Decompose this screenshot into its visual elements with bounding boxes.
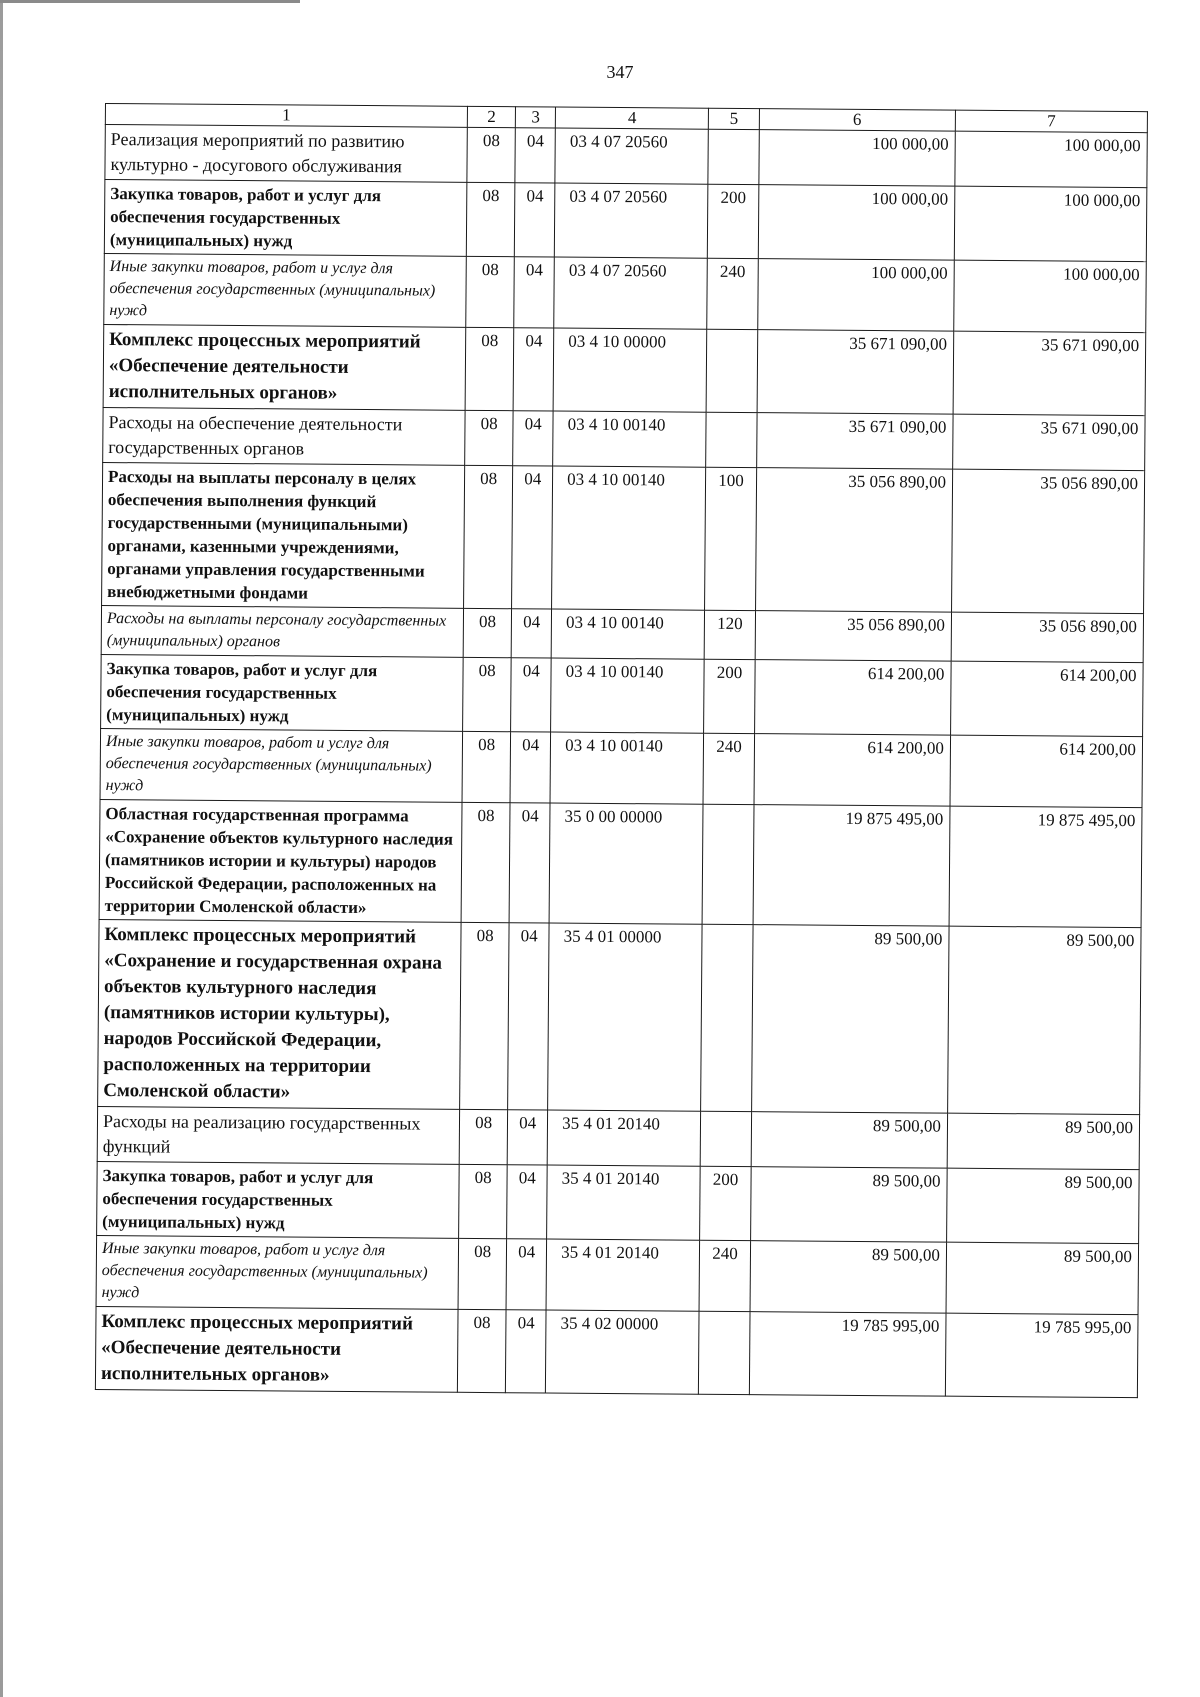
table-row: [104, 180, 1147, 262]
row-name-cell: Комплекс процессных мероприятий «Обеспечение деятельности исполнительных органов»: [95, 1306, 458, 1392]
table-row: [103, 407, 1145, 470]
page-number: 347: [606, 62, 634, 82]
budget-table: [95, 103, 1148, 1398]
header-col-7: 7: [955, 110, 1147, 133]
expense-type-cell: 200: [704, 659, 755, 733]
section-code-cell: 08: [461, 802, 510, 922]
target-article-cell: 03 4 10 00000: [553, 328, 707, 412]
subsection-code-cell: 04: [509, 803, 550, 923]
section-code-cell: 08: [463, 657, 512, 731]
target-article-cell: 35 4 02 00000: [546, 1310, 700, 1394]
amount-col-7-cell: 614 200,00: [950, 661, 1143, 737]
amount-col-6-cell: 89 500,00: [751, 925, 949, 1114]
row-name-cell: Иные закупки товаров, работ и услуг для обеспечения государственных (муниципальных) нужд: [96, 1235, 459, 1309]
row-name-cell: Закупка товаров, работ и услуг для обеспечения государственных (муниципальных) нужд: [97, 1161, 460, 1238]
subsection-code-cell: 04: [506, 1310, 547, 1393]
expense-type-cell: 100: [705, 467, 756, 610]
table-row: [100, 728, 1143, 807]
amount-col-6-cell: 100 000,00: [757, 259, 954, 332]
row-name-cell: Реализация мероприятий по развитию культурно - досугового обслуживания: [105, 125, 467, 183]
expense-type-cell: 200: [708, 184, 759, 258]
subsection-code-cell: 04: [513, 328, 554, 411]
amount-col-7-cell: 89 500,00: [947, 1113, 1139, 1170]
section-code-cell: 08: [459, 1109, 508, 1164]
expense-type-cell: [706, 412, 757, 467]
amount-col-6-cell: 100 000,00: [758, 185, 955, 261]
target-article-cell: 03 4 07 20560: [554, 257, 708, 329]
amount-col-7-cell: 100 000,00: [954, 260, 1147, 333]
row-name-cell: Закупка товаров, работ и услуг для обеспечения государственных (муниципальных) нужд: [104, 180, 467, 257]
section-code-cell: 08: [465, 410, 514, 465]
amount-col-7-cell: 100 000,00: [954, 186, 1147, 262]
target-article-cell: 35 4 01 20140: [546, 1239, 700, 1311]
target-article-cell: 03 4 10 00140: [551, 609, 705, 659]
subsection-code-cell: 04: [510, 732, 550, 803]
table-row: [103, 324, 1146, 415]
target-article-cell: 03 4 10 00140: [550, 732, 704, 804]
subsection-code-cell: 04: [511, 658, 551, 732]
section-code-cell: 08: [466, 182, 515, 256]
subsection-code-cell: 04: [512, 466, 553, 609]
table-row: [104, 253, 1147, 332]
section-code-cell: 08: [464, 465, 513, 608]
section-code-cell: 08: [459, 1164, 508, 1238]
table-row: [105, 125, 1147, 188]
expense-type-cell: [701, 924, 753, 1111]
expense-type-cell: 240: [699, 1240, 750, 1311]
table-row: [97, 1106, 1139, 1169]
expense-type-cell: [699, 1311, 750, 1394]
amount-col-7-cell: 35 056 890,00: [951, 469, 1144, 614]
row-name-cell: Областная государственная программа «Сохранение объектов культурного наследия (памятников истории и культуры) народов Российской Федерации, расположенных на территории Смоленской области»: [99, 799, 462, 922]
header-col-2: 2: [467, 106, 515, 127]
table-row: [98, 919, 1141, 1114]
amount-col-7-cell: 35 056 890,00: [951, 612, 1143, 663]
section-code-cell: 08: [467, 127, 516, 182]
header-col-3: 3: [516, 107, 556, 128]
amount-col-7-cell: 35 671 090,00: [953, 414, 1145, 471]
amount-col-6-cell: 89 500,00: [750, 1167, 947, 1243]
subsection-code-cell: 04: [508, 923, 549, 1110]
row-name-cell: Иные закупки товаров, работ и услуг для обеспечения государственных (муниципальных) нужд: [100, 728, 463, 802]
section-code-cell: 08: [462, 731, 511, 802]
expense-type-cell: 200: [700, 1166, 751, 1240]
amount-col-7-cell: 100 000,00: [955, 131, 1147, 188]
subsection-code-cell: 04: [514, 257, 554, 328]
table-row: [96, 1235, 1139, 1314]
scan-top-edge: [0, 0, 300, 3]
row-name-cell: Закупка товаров, работ и услуг для обеспечения государственных (муниципальных) нужд: [101, 654, 464, 731]
row-name-cell: Расходы на выплаты персоналу государственных (муниципальных) органов: [101, 605, 463, 657]
target-article-cell: 35 4 01 20140: [547, 1110, 701, 1166]
table-row: [97, 1161, 1140, 1243]
expense-type-cell: [708, 129, 759, 184]
amount-col-7-cell: 89 500,00: [946, 1242, 1139, 1315]
expense-type-cell: [706, 329, 757, 412]
expense-type-cell: 120: [705, 610, 756, 659]
amount-col-6-cell: 35 056 890,00: [755, 468, 952, 613]
target-article-cell: 03 4 10 00140: [553, 411, 707, 467]
amount-col-6-cell: 19 875 495,00: [753, 805, 950, 927]
row-name-cell: Иные закупки товаров, работ и услуг для обеспечения государственных (муниципальных) нужд: [104, 253, 467, 327]
target-article-cell: 35 4 01 20140: [547, 1165, 701, 1240]
section-code-cell: 08: [463, 608, 512, 657]
amount-col-6-cell: 35 056 890,00: [755, 611, 952, 662]
amount-col-7-cell: 19 875 495,00: [949, 806, 1142, 928]
subsection-code-cell: 04: [513, 411, 553, 466]
target-article-cell: 03 4 07 20560: [554, 183, 708, 258]
amount-col-6-cell: 35 671 090,00: [757, 330, 954, 415]
amount-col-7-cell: 89 500,00: [947, 1168, 1140, 1244]
scan-left-edge: [0, 0, 3, 1697]
subsection-code-cell: 04: [506, 1239, 546, 1310]
budget-table-body: [95, 104, 1147, 1398]
table-row: [95, 1306, 1138, 1397]
amount-col-6-cell: 614 200,00: [754, 660, 951, 736]
amount-col-7-cell: 89 500,00: [948, 926, 1142, 1115]
row-name-cell: Расходы на обеспечение деятельности государственных органов: [103, 407, 465, 465]
row-name-cell: Расходы на реализацию государственных функций: [97, 1106, 459, 1164]
subsection-code-cell: 04: [511, 609, 551, 658]
section-code-cell: 08: [466, 256, 515, 327]
header-col-6: 6: [759, 109, 955, 132]
expense-type-cell: [702, 804, 753, 924]
amount-col-7-cell: 19 785 995,00: [945, 1313, 1138, 1398]
amount-col-6-cell: 614 200,00: [754, 734, 951, 807]
subsection-code-cell: 04: [507, 1110, 547, 1165]
target-article-cell: 03 4 10 00140: [552, 466, 706, 610]
target-article-cell: 03 4 10 00140: [551, 658, 705, 733]
header-col-4: 4: [555, 107, 708, 129]
expense-type-cell: 240: [707, 258, 758, 329]
expense-type-cell: [701, 1111, 752, 1166]
row-name-cell: Расходы на выплаты персоналу в целях обеспечения выполнения функций государственными (муниципальными) органами, казенными учреждениями, органами управления государственными внебюджетными фондами: [102, 462, 465, 608]
subsection-code-cell: 04: [515, 183, 555, 257]
row-name-cell: Комплекс процессных мероприятий «Сохранение и государственная охрана объектов культурного наследия (памятников истории культуры), народов Российской Федерации, расположенных на территории Смоленской области»: [98, 919, 461, 1109]
row-name-cell: Комплекс процессных мероприятий «Обеспечение деятельности исполнительных органов»: [103, 324, 466, 410]
amount-col-6-cell: 35 671 090,00: [756, 413, 953, 470]
section-code-cell: 08: [458, 1238, 507, 1309]
amount-col-6-cell: 89 500,00: [750, 1241, 947, 1314]
subsection-code-cell: 04: [507, 1165, 547, 1239]
header-col-5: 5: [709, 108, 760, 129]
section-code-cell: 08: [460, 922, 510, 1109]
amount-col-6-cell: 100 000,00: [759, 130, 956, 187]
target-article-cell: 35 0 00 00000: [549, 803, 703, 924]
target-article-cell: 03 4 07 20560: [555, 128, 709, 184]
amount-col-6-cell: 89 500,00: [751, 1112, 948, 1169]
amount-col-7-cell: 614 200,00: [950, 735, 1143, 808]
header-col-1: 1: [105, 104, 467, 128]
section-code-cell: 08: [465, 327, 514, 410]
subsection-code-cell: 04: [515, 128, 555, 183]
section-code-cell: 08: [457, 1309, 506, 1392]
target-article-cell: 35 4 01 00000: [548, 923, 703, 1111]
amount-col-6-cell: 19 785 995,00: [749, 1312, 946, 1397]
table-row: [99, 799, 1142, 927]
table-row: [101, 654, 1144, 736]
table-row: [102, 462, 1145, 613]
amount-col-7-cell: 35 671 090,00: [953, 331, 1146, 416]
expense-type-cell: 240: [703, 733, 754, 804]
table-row: [101, 605, 1143, 662]
